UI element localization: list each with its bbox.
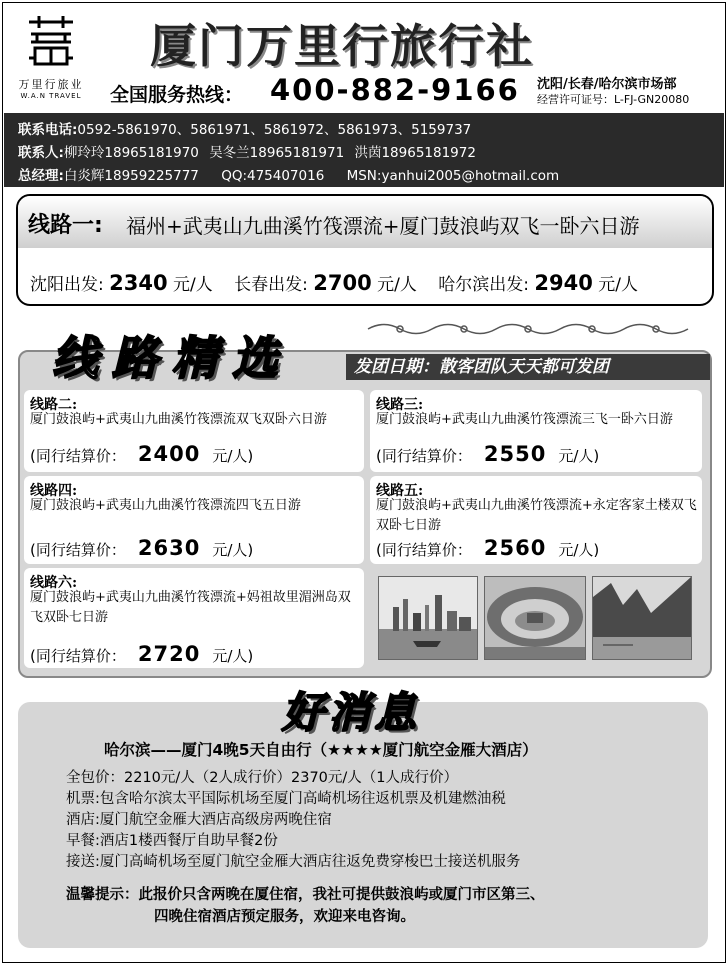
price-label: (同行结算价： bbox=[376, 447, 472, 465]
company-title: 厦门万里行旅行社 bbox=[150, 19, 534, 73]
route-one-panel bbox=[16, 194, 714, 306]
good-news-heading: 好消息 bbox=[282, 688, 421, 737]
warm-tip-line-2: 四晚住宿酒店预定服务，欢迎来电咨询。 bbox=[154, 909, 415, 925]
hotline-number: 400-882-9166 bbox=[270, 73, 520, 107]
good-news-line: 早餐:酒店1楼西餐厅自助早餐2份 bbox=[66, 833, 278, 849]
route-description: 厦门鼓浪屿+武夷山九曲溪竹筏漂流+妈祖故里湄洲岛双飞双卧七日游 bbox=[30, 590, 351, 625]
price-value: 2400 bbox=[137, 442, 201, 466]
good-news-line: 酒店:厦门航空金雁大酒店高级房两晚住宿 bbox=[66, 812, 332, 828]
price-value: 2560 bbox=[483, 536, 547, 560]
route-card-2 bbox=[24, 390, 364, 472]
price-unit: 元/人) bbox=[212, 541, 254, 559]
route-label: 线路四: bbox=[30, 483, 78, 499]
route-price bbox=[30, 642, 253, 666]
price-unit: 元/人 bbox=[377, 275, 417, 295]
route-price bbox=[30, 536, 253, 560]
route-one-title-bar bbox=[18, 196, 712, 248]
route-label: 线路五: bbox=[376, 483, 424, 499]
route-card-4 bbox=[24, 476, 364, 564]
route-label: 线路六: bbox=[30, 575, 78, 591]
good-news-title: 哈尔滨——厦门4晚5天自由行（★★★★厦门航空金雁大酒店） bbox=[104, 741, 538, 759]
route-label: 线路二: bbox=[30, 397, 78, 413]
logo-chinese-text: 万里行旅业 bbox=[18, 78, 84, 91]
qq-value: QQ:475407016 bbox=[221, 168, 325, 184]
route-description: 厦门鼓浪屿+武夷山九曲溪竹筏漂流双飞双卧六日游 bbox=[30, 412, 327, 427]
price-label: (同行结算价： bbox=[30, 647, 126, 665]
price-label: (同行结算价： bbox=[30, 447, 126, 465]
price-unit: 元/人) bbox=[558, 447, 600, 465]
price-unit: 元/人) bbox=[212, 647, 254, 665]
price-label: (同行结算价： bbox=[376, 541, 472, 559]
contact-person-2: 吴冬兰18965181971 bbox=[209, 145, 345, 161]
route-description: 厦门鼓浪屿+武夷山九曲溪竹筏漂流+永定客家土楼双飞双卧七日游 bbox=[376, 498, 697, 533]
route-one-label: 线路一: bbox=[28, 213, 103, 238]
phones-label: 联系电话: bbox=[18, 122, 78, 138]
logo-mark-icon bbox=[23, 14, 79, 70]
contact-people-row bbox=[18, 141, 476, 161]
photo-xiamen-harbor bbox=[378, 576, 478, 660]
contact-person-1: 柳玲玲18965181970 bbox=[63, 145, 199, 161]
warm-tip-line-1: 温馨提示：此报价只含两晚在厦住宿，我社可提供鼓浪屿或厦门市区第三、 bbox=[66, 887, 545, 903]
contact-phones-row bbox=[18, 118, 471, 138]
contact-person-3: 洪茵18965181972 bbox=[354, 145, 476, 161]
manager-label: 总经理: bbox=[18, 168, 64, 184]
branch-office: 沈阳/长春/哈尔滨市场部 bbox=[537, 77, 677, 92]
photo-tulou bbox=[484, 576, 586, 660]
route-description: 厦门鼓浪屿+武夷山九曲溪竹筏漂流四飞五日游 bbox=[30, 498, 301, 513]
warm-tip bbox=[66, 884, 545, 928]
price-unit: 元/人) bbox=[558, 541, 600, 559]
good-news-line: 全包价：2210元/人（2人成行价）2370元/人（1人成行价） bbox=[66, 770, 459, 786]
departure-city: 长春出发: bbox=[234, 275, 308, 295]
route-price bbox=[30, 442, 253, 466]
departure-date-bar: 发团日期：散客团队天天都可发团 bbox=[346, 354, 710, 380]
price-value: 2550 bbox=[483, 442, 547, 466]
logo-english-text: W.A.N TRAVEL bbox=[20, 92, 82, 100]
route-card-5 bbox=[370, 476, 702, 564]
route-one-prices bbox=[30, 270, 638, 295]
price-unit: 元/人 bbox=[173, 275, 213, 295]
license-number: 经营许可证号：L-FJ-GN20080 bbox=[537, 93, 690, 106]
departure-price: 2340 bbox=[109, 271, 168, 295]
route-card-3 bbox=[370, 390, 702, 472]
msn-value: MSN:yanhui2005@hotmail.com bbox=[346, 168, 560, 184]
price-label: (同行结算价： bbox=[30, 541, 126, 559]
route-card-6 bbox=[24, 568, 364, 668]
contact-manager-row bbox=[18, 164, 559, 184]
departure-city: 哈尔滨出发: bbox=[438, 275, 530, 295]
route-description: 厦门鼓浪屿+武夷山九曲溪竹筏漂流三飞一卧六日游 bbox=[376, 412, 673, 427]
departure-price: 2700 bbox=[313, 271, 372, 295]
manager-value: 白炎辉18959225777 bbox=[63, 168, 199, 184]
photo-wuyi-river bbox=[592, 576, 692, 660]
company-logo bbox=[14, 14, 88, 100]
route-one-title: 福州+武夷山九曲溪竹筏漂流+厦门鼓浪屿双飞一卧六日游 bbox=[126, 214, 640, 238]
route-price bbox=[376, 536, 599, 560]
route-label: 线路三: bbox=[376, 397, 424, 413]
price-unit: 元/人 bbox=[598, 275, 639, 295]
departure-city: 沈阳出发: bbox=[30, 275, 104, 295]
departure-price: 2940 bbox=[534, 271, 593, 295]
route-price bbox=[376, 442, 599, 466]
contact-band bbox=[4, 113, 724, 187]
selected-routes-heading: 线路精选 bbox=[52, 331, 292, 385]
good-news-line: 接送:厦门高崎机场至厦门航空金雁大酒店往返免费穿梭巴士接送机服务 bbox=[66, 854, 521, 870]
ornament-divider bbox=[364, 320, 704, 342]
good-news-line: 机票:包含哈尔滨太平国际机场至厦门高崎机场往返机票及机建燃油税 bbox=[66, 791, 506, 807]
hotline-label: 全国服务热线： bbox=[110, 84, 244, 106]
price-unit: 元/人) bbox=[212, 447, 254, 465]
price-value: 2720 bbox=[137, 642, 201, 666]
price-value: 2630 bbox=[137, 536, 201, 560]
people-label: 联系人: bbox=[18, 145, 64, 161]
phones-value: 0592-5861970、5861971、5861972、5861973、5159737 bbox=[77, 122, 472, 138]
